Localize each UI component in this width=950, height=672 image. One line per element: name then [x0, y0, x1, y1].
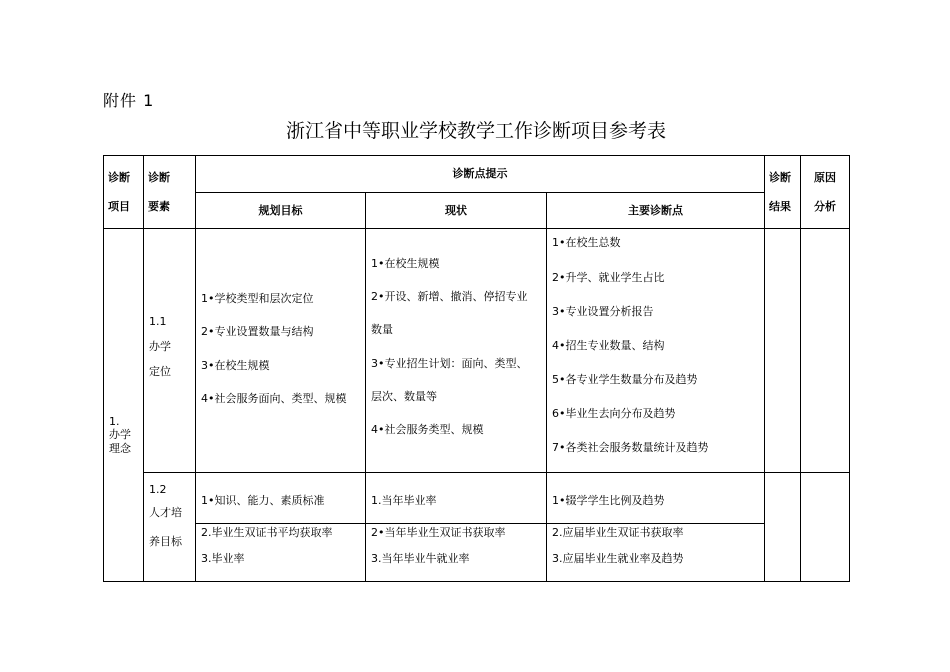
plan-cell-1-2-c: 3.毕业率: [196, 547, 366, 582]
header-status: 现状: [366, 193, 547, 229]
header-hint-group: 诊断点提示: [196, 156, 765, 193]
diagnosis-table: [103, 155, 850, 582]
document-title: 浙江省中等职业学校教学工作诊断项目参考表: [285, 120, 666, 142]
header-item: 诊断 项目: [104, 156, 144, 229]
status-cell-1-2-c: 3.当年毕业牛就业率: [366, 547, 547, 582]
main-points-cell-1-2-c: 3.应届毕业生就业率及趋势: [547, 547, 765, 582]
main-points-cell-1-1: 1•在校生总数 2•升学、就业学生占比 3•专业设置分析报告 4•招生专业数量、结构 5•各专业学生数量分布及趋势 6•毕业生去向分布及趋势 7•各类社会服务数量统计及趋势: [547, 229, 765, 473]
project-cell: 1. 办学 理念: [104, 229, 144, 582]
header-plan: 规划目标: [196, 193, 366, 229]
status-cell-1-2-b: 2•当年毕业生双证书获取率: [366, 524, 547, 547]
status-cell-1-1: 1•在校生规模 2•开设、新增、撤消、停招专业 数量 3•专业招生计划：面向、类型、 层次、数量等 4•社会服务类型、规模: [366, 229, 547, 473]
plan-cell-1-2-a: 1•知识、能力、素质标准: [196, 473, 366, 524]
header-cause: 原因 分析: [801, 156, 850, 229]
cause-cell-1-1: [801, 229, 850, 473]
attachment-label: 附件 1: [103, 91, 155, 110]
plan-cell-1-2-b: 2.毕业生双证书平均获取率: [196, 524, 366, 547]
main-points-cell-1-2-b: 2.应届毕业生双证书获取率: [547, 524, 765, 547]
main-points-cell-1-2-a: 1•辍学学生比例及趋势: [547, 473, 765, 524]
cause-cell-1-2: [801, 473, 850, 582]
element-cell-1-2: 1.2 人才培 养目标: [144, 473, 196, 582]
result-cell-1-2: [765, 473, 801, 582]
plan-cell-1-1: 1•学校类型和层次定位 2•专业设置数量与结构 3•在校生规模 4•社会服务面向、类型、规模: [196, 229, 366, 473]
header-main-points: 主要诊断点: [547, 193, 765, 229]
element-cell-1-1: 1.1 办学 定位: [144, 229, 196, 473]
result-cell-1-1: [765, 229, 801, 473]
header-element: 诊断 要素: [144, 156, 196, 229]
header-result: 诊断 结果: [765, 156, 801, 229]
status-cell-1-2-a: 1.当年毕业率: [366, 473, 547, 524]
